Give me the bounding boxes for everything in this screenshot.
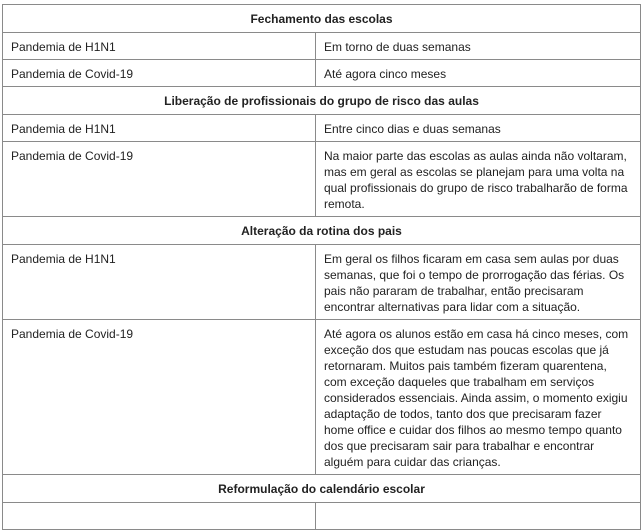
- table-row: [3, 320, 641, 475]
- comparison-table: [2, 4, 641, 530]
- row-description: Até agora cinco meses: [316, 60, 641, 87]
- row-label: Pandemia de H1N1: [3, 245, 316, 320]
- row-description: Em geral os filhos ficaram em casa sem aulas por duas semanas, que foi o tempo de prorrogação das férias. Os pais não pararam de trabalhar, então precisaram encontrar alternativas para lidar com a situação.: [316, 245, 641, 320]
- section-header-row: [3, 217, 641, 245]
- row-label: Pandemia de Covid-19: [3, 320, 316, 475]
- section-title: Liberação de profissionais do grupo de risco das aulas: [3, 87, 641, 115]
- row-description: Entre cinco dias e duas semanas: [316, 115, 641, 142]
- section-header-row: [3, 475, 641, 503]
- row-label: Pandemia de Covid-19: [3, 60, 316, 87]
- table-row: [3, 142, 641, 217]
- table-row: [3, 245, 641, 320]
- section-header-row: [3, 87, 641, 115]
- row-description: Na maior parte das escolas as aulas ainda não voltaram, mas em geral as escolas se planejam para uma volta na qual profissionais do grupo de risco trabalharão de forma remota.: [316, 142, 641, 217]
- table-row: [3, 60, 641, 87]
- row-description: Em torno de duas semanas: [316, 33, 641, 60]
- row-description: Até agora os alunos estão em casa há cinco meses, com exceção dos que estudam nas poucas escolas que já retornaram. Muitos pais também fizeram quarentena, com exceção daqueles que trabalham em serviços considerados essenciais. Ainda assim, o momento exigiu adaptação de todos, tanto dos que precisaram fazer home office e cuidar dos filhos ao mesmo tempo quanto dos que precisaram sair para trabalhar e encontrar alguém para cuidar das crianças.: [316, 320, 641, 475]
- row-label: Pandemia de Covid-19: [3, 142, 316, 217]
- table-row: [3, 33, 641, 60]
- section-title: Fechamento das escolas: [3, 5, 641, 33]
- row-label: Pandemia de H1N1: [3, 115, 316, 142]
- table-row: [3, 115, 641, 142]
- section-header-row: [3, 5, 641, 33]
- row-label: Pandemia de H1N1: [3, 33, 316, 60]
- row-description: [316, 503, 641, 530]
- table-row-partial: [3, 503, 641, 530]
- section-title: Alteração da rotina dos pais: [3, 217, 641, 245]
- section-title: Reformulação do calendário escolar: [3, 475, 641, 503]
- row-label: [3, 503, 316, 530]
